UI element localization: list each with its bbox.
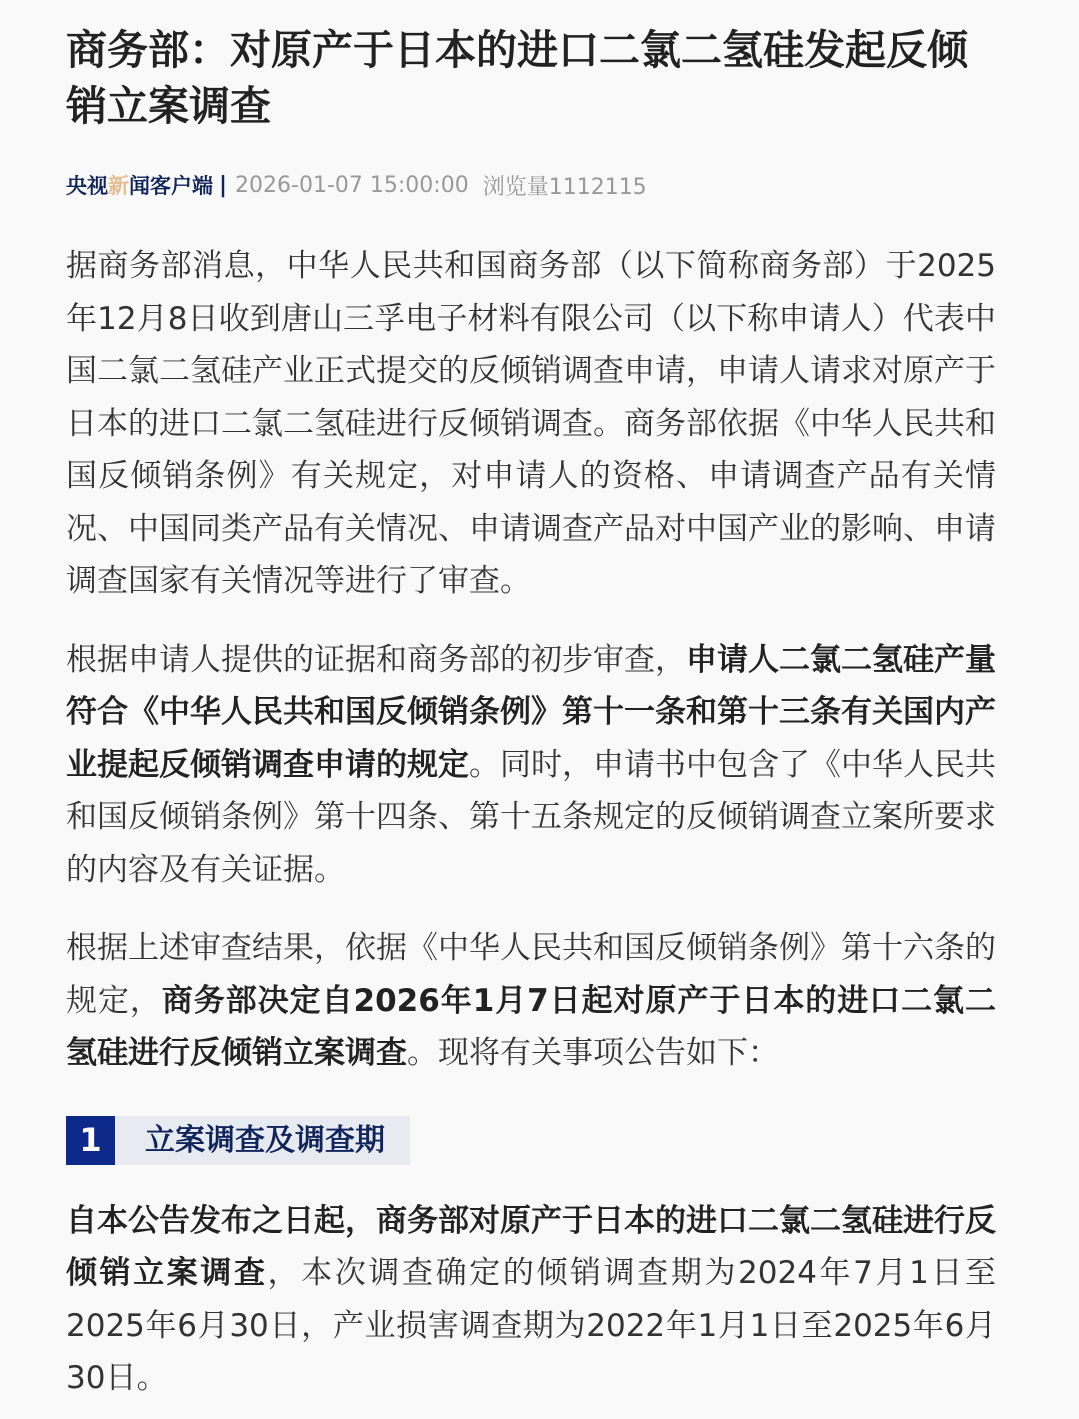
section-number: 1 [66,1116,115,1165]
paragraph [66,1195,996,1405]
text: 根据上述审查结果，依据《中华人民共和国反倾销条例》第十六条的规定， [66,930,996,1019]
bold-text: 自本公告发布之日起，商务部对原产于日本的进口二氯二氢硅进行反倾销立案调查 [66,1202,996,1291]
source-part: 新 [108,174,129,198]
text: ，本次调查确定的倾销调查期为2024年7月1日至2025年6月30日，产业损害调查期为2022年1月1日至2025年6月30日。 [66,1255,997,1396]
bold-text: 申请人二氯二氢硅产量符合《中华人民共和国反倾销条例》第十一条和第十三条有关国内产业提起反倾销调查申请的规定 [66,641,996,783]
article-meta [66,170,996,200]
source-name[interactable] [66,170,213,200]
article [66,0,996,1405]
view-count: 浏览量1112115 [482,174,647,200]
paragraph [66,922,996,1080]
text: 据商务部消息，中华人民共和国商务部（以下简称商务部）于2025年12月8日收到唐山三孚电子材料有限公司（以下称申请人）代表中国二氯二氢硅产业正式提交的反倾销调查申请，申请人请求对原产于日本的进口二氯二氢硅进行反倾销调查。商务部依据《中华人民共和国反倾销条例》有关规定，对申请人的资格、申请调查产品有关情况、中国同类产品有关情况、申请调查产品对中国产业的影响、申请调查国家有关情况等进行了审查。 [66,248,996,599]
bold-text: 商务部决定自2026年1月7日起对原产于日本的进口二氯二氢硅进行反倾销立案调查 [66,982,996,1071]
paragraph [66,634,996,897]
section-header [66,1116,410,1165]
text: 。同时，申请书中包含了《中华人民共和国反倾销条例》第十四条、第十五条规定的反倾销调查立案所要求的内容及有关证据。 [66,746,996,888]
text: 。现将有关事项公告如下： [407,1035,779,1071]
article-title: 商务部：对原产于日本的进口二氯二氢硅发起反倾销立案调查 [66,26,968,130]
separator: | [219,172,228,198]
section-title: 立案调查及调查期 [145,1122,385,1158]
source-part: 央视 [66,174,108,198]
text: 根据申请人提供的证据和商务部的初步审查， [66,641,686,678]
publish-datetime: 2026-01-07 15:00:00 [235,172,469,198]
paragraph [66,240,996,608]
source-part: 闻客户端 [129,174,213,198]
